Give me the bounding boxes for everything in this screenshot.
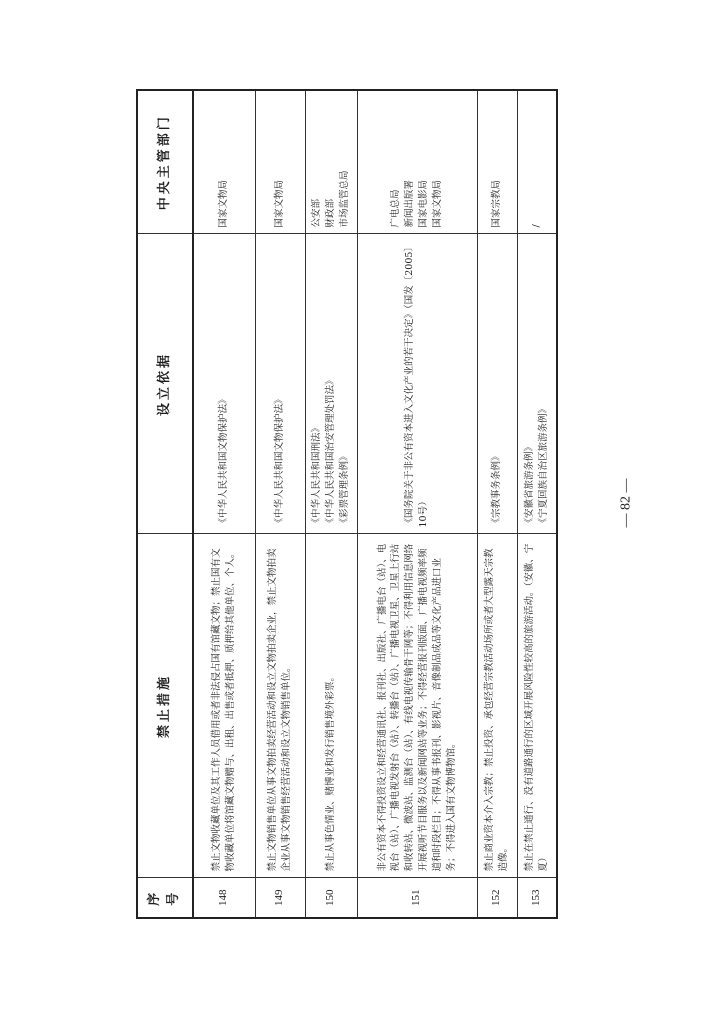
dept-line: 国家文物局 [431,179,443,228]
row-dept [255,90,305,234]
header-basis: 设立依据 [137,234,193,534]
row-measure: 禁止文物收藏单位及其工作人员借用或者非法侵占国有馆藏文物；禁止国有文物收藏单位将馆藏文物赠与、出租、出售或者抵押、质押给其他单位、个人。 [193,534,255,878]
basis-line: 《宁夏回族自治区旅游条例》 [537,403,549,528]
header-measure: 禁止措施 [137,534,193,878]
measures-table-rotated [136,91,549,919]
basis-line: 《彩票管理条例》 [338,451,350,528]
row-measure: 禁止在禁止通行、没有道路通行的区域开展风险性较高的旅游活动。（安徽、宁夏） [517,534,557,878]
basis-line: 《安徽省旅游条例》 [523,441,535,528]
dept-line: 国家电影局 [418,179,429,228]
table-row [193,90,255,918]
basis-line: 《中华人民共和国治安管理处罚法》 [325,375,337,528]
row-basis [477,234,517,534]
row-measure: 禁止商业资本介入宗教；禁止投资、承包经营宗教活动场所或者大型露天宗教造像。 [477,534,517,878]
row-number: 151 [357,878,477,918]
row-basis [357,234,477,534]
row-dept [357,90,477,234]
row-number: 149 [255,878,305,918]
dept-line: / [530,224,542,228]
row-number: 148 [193,878,255,918]
row-measure: 禁止文物销售单位从事文物拍卖经营活动和设立文物拍卖企业，禁止文物拍卖企业从事文物销售经营活动和设立文物销售单位。 [255,534,305,878]
row-basis [193,234,255,534]
row-dept [517,90,557,234]
row-dept [193,90,255,234]
dept-line: 国家文物局 [218,179,230,228]
row-measure: 非公有资本不得投资设立和经营通讯社、报刊社、出版社、广播电台（站）、电视台（站）、广播电视发射台（站）、转播台（站）、广播电视卫星、卫星上行站和收转站、微波站、监测台（站）、有线电视传输骨干网等；不得利用信息网络开展视听节目服务以及新闻网站等业务；不得经营报刊版面、广播电视频率频道和时段栏目；不得从事书报刊、影视片、音像制品成品等文化产品进口业务；不得进入国有文物博物馆。 [357,534,477,878]
table-row [305,90,357,918]
page-number: — 82 — [618,478,634,528]
prohibited-measures-table [136,89,558,919]
dept-line: 市场监管总局 [338,170,350,228]
row-basis [305,234,357,534]
row-dept [305,90,357,234]
table-row [357,90,477,918]
table-header-row [137,90,193,918]
table-row [517,90,557,918]
basis-line: 《中华人民共和国文物保护法》 [218,394,230,528]
row-number: 150 [305,878,357,918]
table-row [477,90,517,918]
row-basis [255,234,305,534]
header-no: 序号 [137,878,193,918]
header-dept: 中央主管部门 [137,90,193,234]
row-dept [477,90,517,234]
dept-line: 公安部 [311,198,323,228]
dept-line: 新闻出版署 [404,179,416,228]
row-number: 153 [517,878,557,918]
row-basis [517,234,557,534]
basis-line: 《宗教事务条例》 [491,451,503,528]
basis-line: 《中华人民共和国文物保护法》 [274,394,286,528]
dept-line: 国家宗教局 [491,179,503,228]
basis-line: 《国务院关于非公有资本进入文化产业的若干决定》（国发〔2005〕10号） [404,242,429,528]
basis-line: 《中华人民共和国刑法》 [311,422,323,528]
table-row [255,90,305,918]
dept-line: 财政部 [325,198,337,228]
dept-line: 广电总局 [390,189,402,228]
row-number: 152 [477,878,517,918]
row-measure: 禁止从事色情业、赌博业和发行销售境外彩票。 [305,534,357,878]
dept-line: 国家文物局 [274,179,286,228]
